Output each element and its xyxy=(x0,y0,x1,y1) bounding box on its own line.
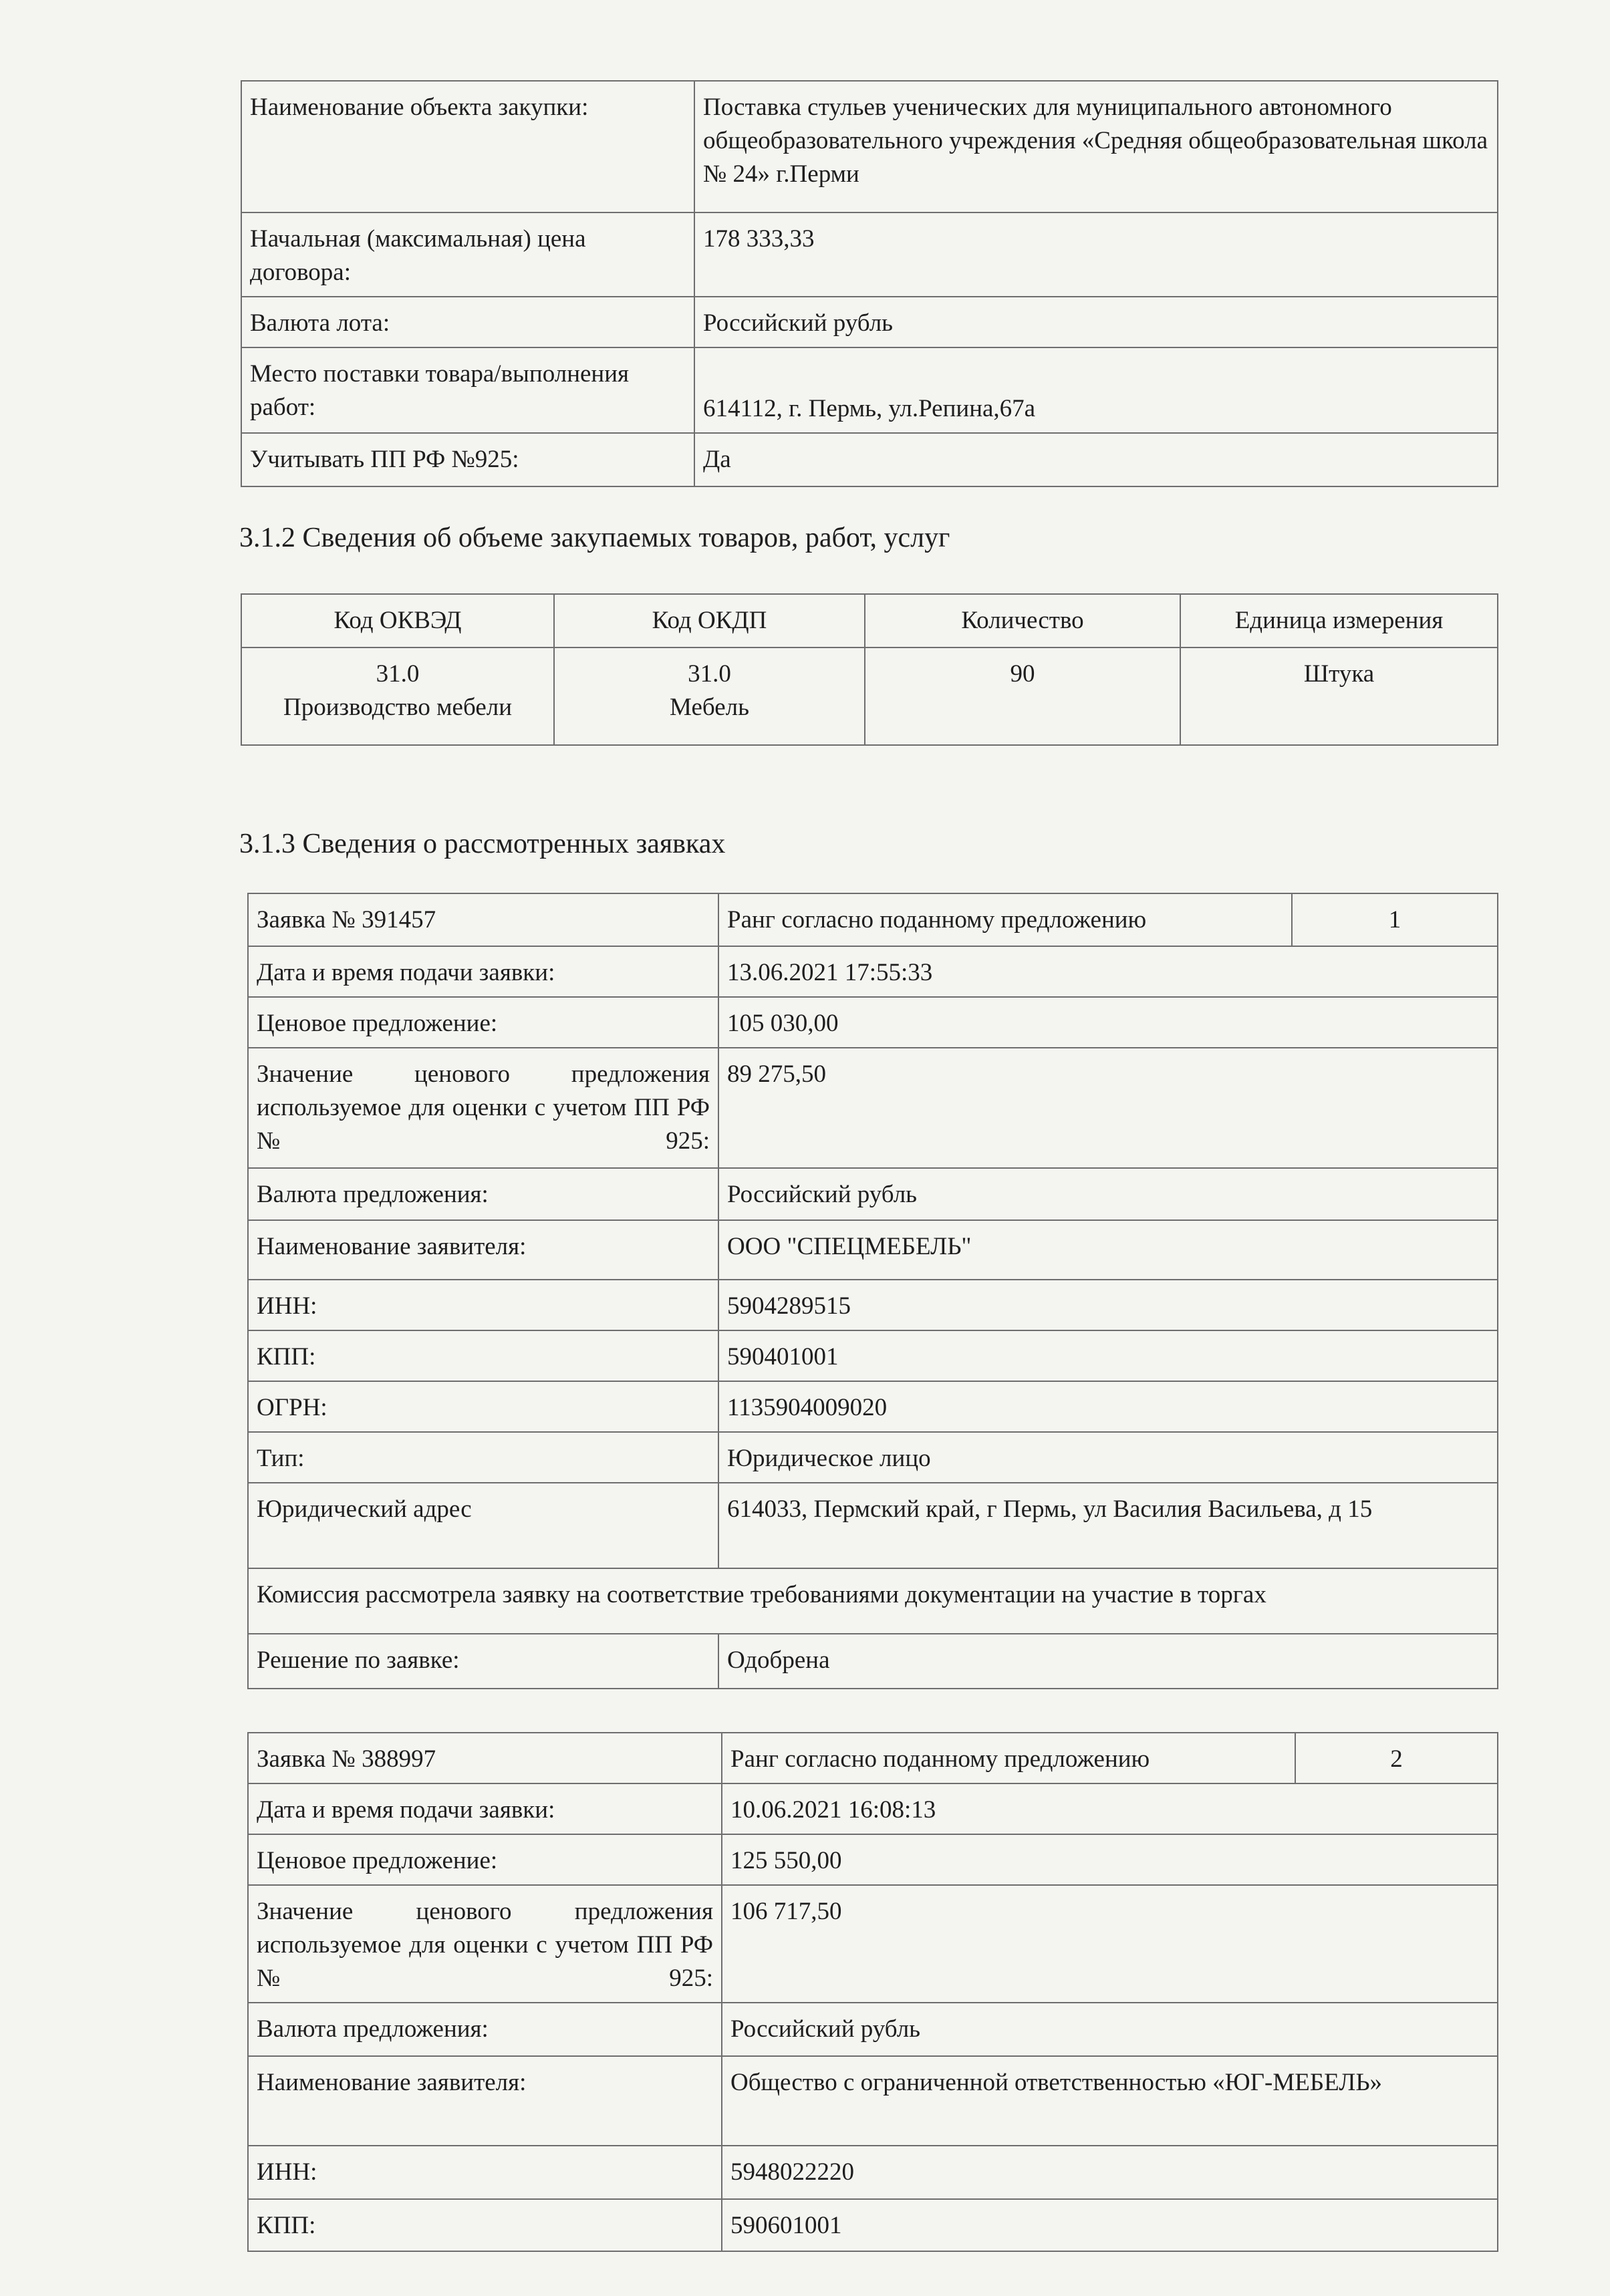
table-row xyxy=(248,1220,1498,1280)
table-row xyxy=(248,1834,1498,1885)
value-cell: Юридическое лицо xyxy=(718,1432,1498,1483)
value-cell: 178 333,33 xyxy=(694,212,1498,297)
label-cell: ИНН: xyxy=(248,2146,722,2199)
rank-label: Ранг согласно поданному предложению xyxy=(722,1733,1295,1783)
table-row xyxy=(248,997,1498,1048)
table-row xyxy=(241,297,1498,347)
value-cell: ООО "СПЕЦМЕБЕЛЬ" xyxy=(718,1220,1498,1280)
header-quantity: Количество xyxy=(865,594,1180,648)
value-cell: Поставка стульев ученических для муниципального автономного общеобразовательного учреждения «Средняя общеобразовательная школа № 24» г.Перми xyxy=(694,81,1498,212)
label-cell: Наименование заявителя: xyxy=(248,1220,718,1280)
rank-label: Ранг согласно поданному предложению xyxy=(718,893,1292,946)
bid-header-row xyxy=(248,893,1498,946)
value-cell: 89 275,50 xyxy=(718,1048,1498,1168)
label-cell: КПП: xyxy=(248,1330,718,1381)
bid-table-388997 xyxy=(247,1732,1498,2252)
header-okdp: Код ОКДП xyxy=(554,594,865,648)
value-cell: 105 030,00 xyxy=(718,997,1498,1048)
label-cell: Дата и время подачи заявки: xyxy=(248,1783,722,1834)
table-row xyxy=(241,212,1498,297)
value-cell: Да xyxy=(694,433,1498,486)
commission-note-row xyxy=(248,1568,1498,1634)
value-cell: Российский рубль xyxy=(722,2003,1498,2056)
label-cell: ИНН: xyxy=(248,1280,718,1330)
table-row xyxy=(248,2003,1498,2056)
value-cell: 590601001 xyxy=(722,2199,1498,2251)
label-cell: Валюта лота: xyxy=(241,297,694,347)
volume-table xyxy=(241,593,1498,746)
table-row xyxy=(241,648,1498,745)
label-cell: Валюта предложения: xyxy=(248,1168,718,1220)
table-row xyxy=(248,1783,1498,1834)
table-row xyxy=(248,2056,1498,2146)
label-cell: Юридический адрес xyxy=(248,1483,718,1568)
decision-value: Одобрена xyxy=(718,1634,1498,1689)
value-cell: 5904289515 xyxy=(718,1280,1498,1330)
table-header-row xyxy=(241,594,1498,648)
header-okved: Код ОКВЭД xyxy=(241,594,554,648)
value-cell: 590401001 xyxy=(718,1330,1498,1381)
procurement-info-table xyxy=(241,80,1498,487)
unit-cell: Штука xyxy=(1180,648,1498,745)
rank-value: 2 xyxy=(1295,1733,1498,1783)
value-cell: 13.06.2021 17:55:33 xyxy=(718,946,1498,997)
label-cell: Наименование объекта закупки: xyxy=(241,81,694,212)
label-cell: Тип: xyxy=(248,1432,718,1483)
header-unit: Единица измерения xyxy=(1180,594,1498,648)
table-row xyxy=(248,946,1498,997)
bid-number: Заявка № 388997 xyxy=(248,1733,722,1783)
value-cell: 614033, Пермский край, г Пермь, ул Василия Васильева, д 15 xyxy=(718,1483,1498,1568)
value-cell: 125 550,00 xyxy=(722,1834,1498,1885)
bid-table-391457 xyxy=(247,893,1498,1689)
table-row xyxy=(248,1885,1498,2003)
value-cell: 1135904009020 xyxy=(718,1381,1498,1432)
value-cell: 106 717,50 xyxy=(722,1885,1498,2003)
table-row xyxy=(248,1048,1498,1168)
section-heading-3-1-2: 3.1.2 Сведения об объеме закупаемых товаров, работ, услуг xyxy=(239,523,950,553)
table-row xyxy=(248,1381,1498,1432)
okved-cell xyxy=(241,648,554,745)
okved-name: Производство мебели xyxy=(283,694,513,721)
value-cell: Общество с ограниченной ответственностью «ЮГ-МЕБЕЛЬ» xyxy=(722,2056,1498,2146)
label-cell: Ценовое предложение: xyxy=(248,997,718,1048)
section-heading-3-1-3: 3.1.3 Сведения о рассмотренных заявках xyxy=(239,829,726,859)
bid-header-row xyxy=(248,1733,1498,1783)
decision-row xyxy=(248,1634,1498,1689)
label-cell: Место поставки товара/выполнения работ: xyxy=(241,347,694,433)
table-row xyxy=(241,347,1498,433)
table-row xyxy=(248,1432,1498,1483)
label-cell: Значение ценового предложения используемое для оценки с учетом ПП РФ №925: xyxy=(248,1885,722,2003)
label-cell: Валюта предложения: xyxy=(248,2003,722,2056)
table-row xyxy=(248,1330,1498,1381)
table-row xyxy=(248,1483,1498,1568)
table-row xyxy=(248,2199,1498,2251)
bid-number: Заявка № 391457 xyxy=(248,893,718,946)
rank-value: 1 xyxy=(1292,893,1498,946)
table-row xyxy=(241,433,1498,486)
label-cell: Учитывать ПП РФ №925: xyxy=(241,433,694,486)
value-cell: 614112, г. Пермь, ул.Репина,67а xyxy=(694,347,1498,433)
table-row xyxy=(248,1280,1498,1330)
value-cell: 5948022220 xyxy=(722,2146,1498,2199)
quantity-cell: 90 xyxy=(865,648,1180,745)
label-cell: Дата и время подачи заявки: xyxy=(248,946,718,997)
okdp-name: Мебель xyxy=(670,694,749,721)
value-cell: Российский рубль xyxy=(694,297,1498,347)
value-cell: 10.06.2021 16:08:13 xyxy=(722,1783,1498,1834)
table-row xyxy=(248,1168,1498,1220)
okved-code: 31.0 xyxy=(376,660,420,688)
label-cell: КПП: xyxy=(248,2199,722,2251)
label-cell: Значение ценового предложения используемое для оценки с учетом ПП РФ №925: xyxy=(248,1048,718,1168)
label-cell: Наименование заявителя: xyxy=(248,2056,722,2146)
okdp-cell xyxy=(554,648,865,745)
decision-label: Решение по заявке: xyxy=(248,1634,718,1689)
table-row xyxy=(241,81,1498,212)
commission-note: Комиссия рассмотрела заявку на соответствие требованиями документации на участие в торгах xyxy=(248,1568,1498,1634)
table-row xyxy=(248,2146,1498,2199)
okdp-code: 31.0 xyxy=(688,660,731,688)
label-cell: Начальная (максимальная) цена договора: xyxy=(241,212,694,297)
label-cell: Ценовое предложение: xyxy=(248,1834,722,1885)
value-cell: Российский рубль xyxy=(718,1168,1498,1220)
label-cell: ОГРН: xyxy=(248,1381,718,1432)
